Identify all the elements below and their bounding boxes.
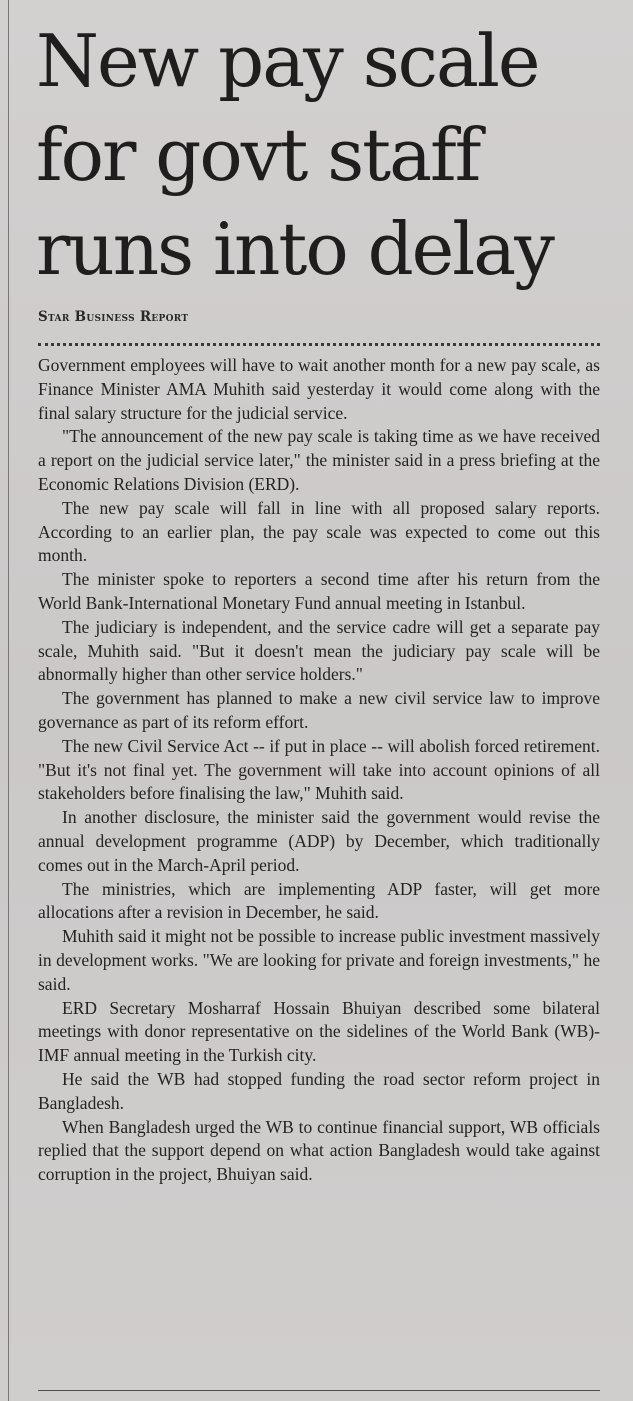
dotted-divider [38, 343, 600, 346]
paragraph: The government has planned to make a new civil service law to improve governance as part of its reform effort. [38, 688, 600, 732]
paragraph: The new Civil Service Act -- if put in place -- will abolish forced retirement. "But it's not final yet. The government will take into account opinions of all stakeholders before finalising the law," Muhith said. [38, 735, 600, 804]
paragraph: ERD Secretary Mosharraf Hossain Bhuiyan described some bilateral meetings with donor representative on the sidelines of the World Bank (WB)-IMF annual meeting in the Turkish city. [38, 997, 600, 1066]
headline: New pay scale for govt staff runs into delay [36, 19, 553, 291]
paragraph: The ministries, which are implementing ADP faster, will get more allocations after a revision in December, he said. [38, 878, 600, 923]
article-body [38, 354, 600, 1187]
paragraph: He said the WB had stopped funding the road sector reform project in Bangladesh. [38, 1068, 600, 1113]
paragraph: When Bangladesh urged the WB to continue financial support, WB officials replied that the support depend on what action Bangladesh would take against corruption in the project, Bhuiyan said. [38, 1116, 600, 1185]
paragraph: "The announcement of the new pay scale is taking time as we have received a report on the judicial service later," the minister said in a press briefing at the Economic Relations Division (ERD). [38, 426, 600, 494]
column-rule [8, 0, 9, 1401]
byline: Star Business Report [38, 309, 189, 325]
paragraph: In another disclosure, the minister said the government would revise the annual development programme (ADP) by December, which traditionally comes out in the March-April period. [38, 807, 600, 875]
paragraph: The minister spoke to reporters a second time after his return from the World Bank-International Monetary Fund annual meeting in Istanbul. [38, 569, 600, 613]
end-rule [38, 1390, 600, 1391]
paragraph: The new pay scale will fall in line with all proposed salary reports. According to an earlier plan, the pay scale was expected to come out this month. [38, 497, 600, 566]
paragraph: The judiciary is independent, and the service cadre will get a separate pay scale, Muhith said. "But it doesn't mean the judiciary pay scale will be abnormally higher than other service holders." [38, 616, 600, 685]
paragraph: Muhith said it might not be possible to increase public investment massively in development works. "We are looking for private and foreign investments," he said. [38, 926, 600, 994]
paragraph: Government employees will have to wait another month for a new pay scale, as Finance Minister AMA Muhith said yesterday it would come along with the final salary structure for the judicial service. [38, 355, 600, 423]
